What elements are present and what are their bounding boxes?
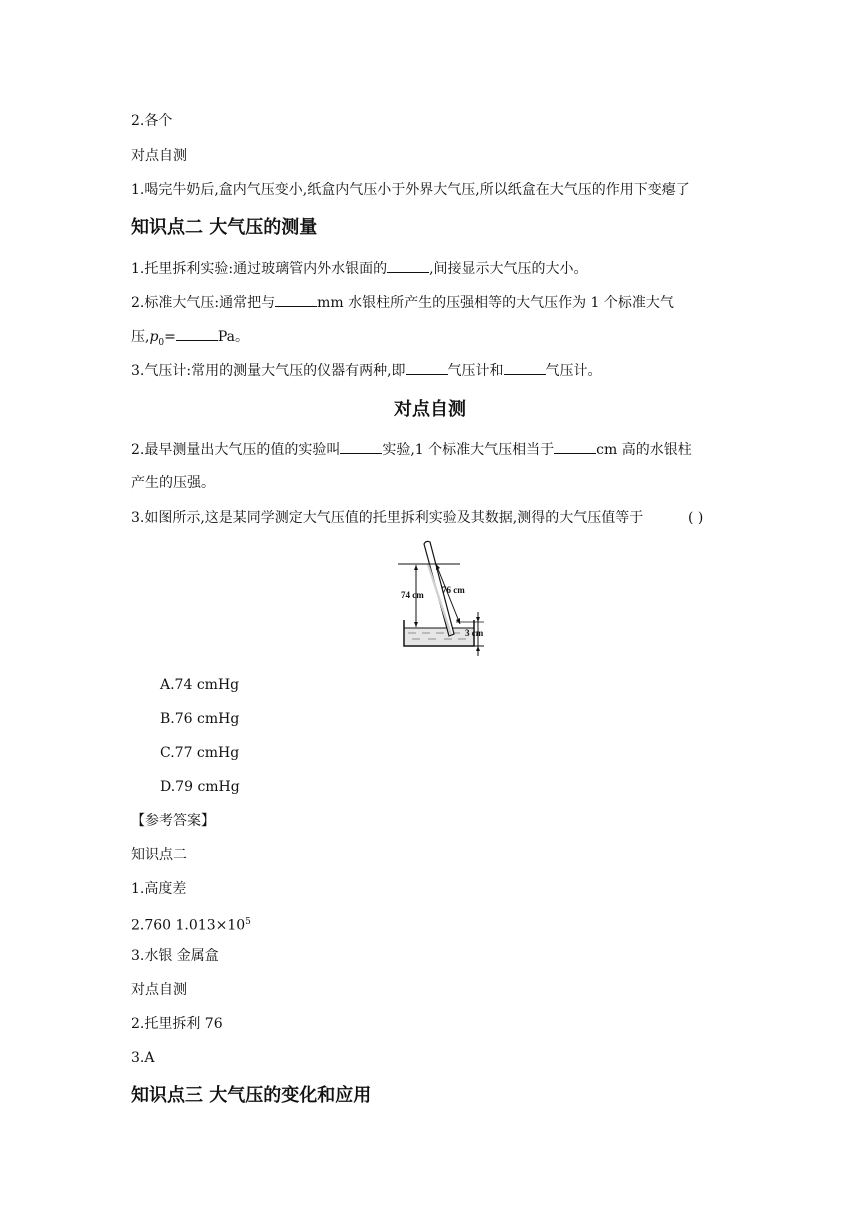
section-heading-2: 知识点二 大气压的测量 [131,217,318,238]
top-line-3: 1.喝完牛奶后,盒内气压变小,纸盒内气压小于外界大气压,所以纸盒在大气压的作用下变瘪了 [131,182,690,198]
blank [176,326,218,341]
question-1 [131,258,588,279]
top-line-2: 对点自测 [131,148,187,164]
torricelli-figure [396,538,496,660]
self-test-heading: 对点自测 [394,399,466,420]
blank [554,439,596,454]
p-symbol: p [149,329,159,345]
q3-text-a: 3.气压计:常用的测量大气压的仪器有两种,即 [131,363,406,379]
q2-text-d: = [164,329,176,345]
q1-text-b: ,间接显示大气压的大小。 [429,261,588,277]
answer-4: 2.托里拆利 76 [131,1016,223,1032]
q2-text-a: 2.标准大气压:通常把与 [131,295,276,311]
answer-1: 1.高度差 [131,881,187,897]
q2-text-b: mm 水银柱所产生的压强相等的大气压作为 1 个标准大气 [317,295,674,311]
top-line-1: 2.各个 [131,113,173,129]
option-b[interactable]: B.76 cmHg [160,711,240,727]
answer-3: 3.水银 金属盒 [131,948,219,964]
label-3: 3 cm [465,628,484,638]
answer-2 [131,912,251,936]
blank [275,292,317,307]
blank [406,360,448,375]
answer-5: 3.A [131,1050,155,1066]
question-3 [131,360,602,381]
q3-text-b: 气压计和 [447,363,504,379]
basin-mercury [405,628,473,645]
section-heading-3: 知识点三 大气压的变化和应用 [131,1085,372,1106]
answers-k2: 知识点二 [131,847,187,863]
blank [387,258,429,273]
answer-2-sup: 5 [245,917,251,927]
st-q2-b: 实验,1 个标准大气压相当于 [382,442,555,458]
answers-title: 【参考答案】 [131,813,215,829]
st-q2-c: cm 高的水银柱 [596,442,692,458]
answer-2-text: 2.760 1.013×10 [131,917,246,934]
answer-paren: ( ) [688,510,704,526]
blank [340,439,382,454]
q2-text-c: 压, [131,329,150,345]
option-d[interactable]: D.79 cmHg [160,779,240,795]
label-74: 74 cm [401,590,424,600]
q2-text-e: Pa。 [217,329,250,345]
st-q2-a: 2.最早测量出大气压的值的实验叫 [131,442,341,458]
blank [504,360,546,375]
self-test-q2 [131,439,692,460]
label-76: 76 cm [442,585,465,595]
tube-mercury [427,564,452,635]
question-2-cont [131,326,249,353]
self-test-q2-cont: 产生的压强。 [131,475,215,491]
q1-text-a: 1.托里拆利实验:通过玻璃管内外水银面的 [131,261,388,277]
answers-selftest: 对点自测 [131,982,187,998]
question-2 [131,292,674,313]
self-test-q3 [131,508,643,528]
p-subscript: 0 [158,337,165,348]
option-c[interactable]: C.77 cmHg [160,745,240,761]
option-a[interactable]: A.74 cmHg [160,677,240,693]
st-q3-text: 3.如图所示,这是某同学测定大气压值的托里拆利实验及其数据,测得的大气压值等于 [131,510,644,526]
q3-text-c: 气压计。 [545,363,602,379]
